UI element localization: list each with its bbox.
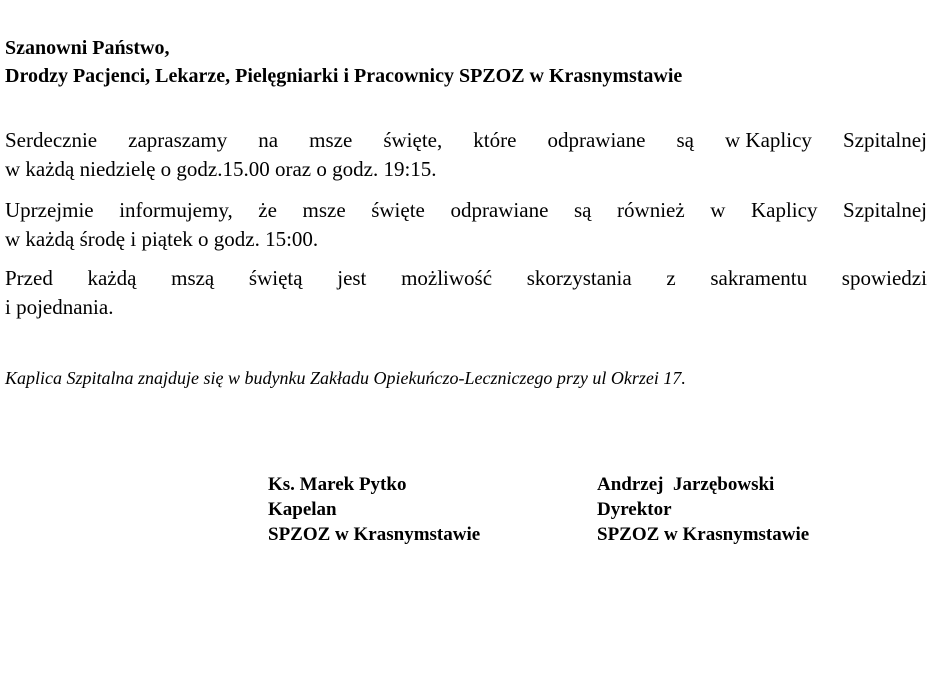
greeting-block	[5, 34, 682, 90]
word: informujemy,	[119, 198, 233, 222]
word: Serdecznie	[5, 128, 98, 152]
word: możliwość	[401, 266, 493, 290]
signature-chaplain-name: Ks. Marek Pytko	[268, 474, 407, 495]
word: Szpitalnej	[842, 128, 927, 152]
word: że	[258, 198, 277, 222]
word: msze	[302, 198, 346, 222]
paragraph-2-line-2: w każdą środę i piątek o godz. 15:00.	[5, 227, 319, 251]
signature-chaplain-org: SPZOZ w Krasnymstawie	[268, 524, 481, 545]
greeting-line-2: Drodzy Pacjenci, Lekarze, Pielęgniarki i Pracownicy SPZOZ w Krasnymstawie	[5, 65, 683, 87]
signature-chaplain	[268, 472, 480, 547]
signature-director-role: Dyrektor	[597, 499, 672, 520]
word: które	[473, 128, 517, 152]
word: są	[676, 128, 694, 152]
word: odprawiane	[450, 198, 549, 222]
word: spowiedzi	[841, 266, 927, 290]
greeting-line-1: Szanowni Państwo,	[5, 37, 170, 59]
word: jest	[337, 266, 367, 290]
word: również	[617, 198, 685, 222]
paragraph-1-line-2: w każdą niedzielę o godz.15.00 oraz o godz. 19:15.	[5, 157, 437, 181]
word: mszą	[171, 266, 215, 290]
word: w Kaplicy	[725, 128, 812, 152]
paragraph-1-line-1	[5, 126, 927, 155]
chapel-location-note: Kaplica Szpitalna znajduje się w budynku Zakładu Opiekuńczo-Leczniczego przy ul Okrzei 17.	[5, 368, 686, 388]
signature-director	[597, 472, 809, 547]
word: na	[258, 128, 279, 152]
word: w	[710, 198, 726, 222]
word: msze	[309, 128, 353, 152]
word: święte	[371, 198, 425, 222]
signature-director-org: SPZOZ w Krasnymstawie	[597, 524, 810, 545]
signature-chaplain-role: Kapelan	[268, 499, 337, 520]
paragraph-weekday-masses	[5, 196, 927, 254]
word: świętą	[248, 266, 303, 290]
word: Kaplicy	[750, 198, 818, 222]
paragraph-confession	[5, 264, 927, 322]
word: każdą	[87, 266, 137, 290]
paragraph-3-line-2: i pojednania.	[5, 295, 114, 319]
word: święte,	[383, 128, 443, 152]
word: Przed	[5, 266, 53, 290]
word: są	[573, 198, 592, 222]
paragraph-3-line-1	[5, 264, 927, 293]
signature-director-name: Andrzej Jarzębowski	[597, 474, 775, 495]
word: Uprzejmie	[5, 198, 94, 222]
paragraph-2-line-1	[5, 196, 927, 225]
word: skorzystania	[526, 266, 632, 290]
word: Szpitalnej	[843, 198, 927, 222]
word: odprawiane	[547, 128, 646, 152]
paragraph-invitation	[5, 126, 927, 184]
word: z	[666, 266, 676, 290]
word: zapraszamy	[128, 128, 228, 152]
word: sakramentu	[710, 266, 808, 290]
